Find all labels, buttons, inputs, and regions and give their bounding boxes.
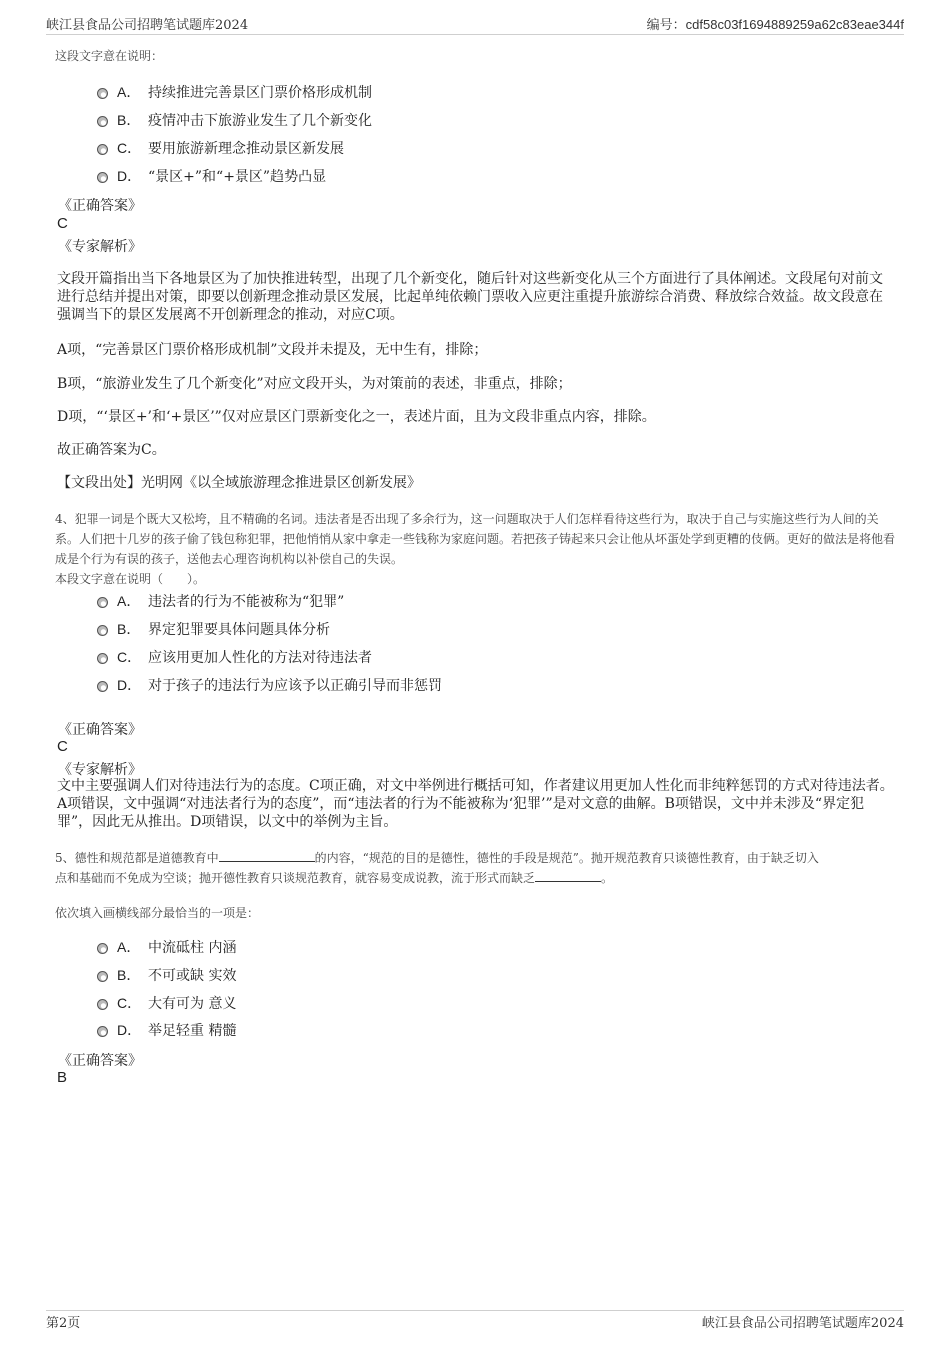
option-text: 对于孩子的违法行为应该予以正确引导而非惩罚 (148, 678, 442, 694)
option-text: 中流砥柱 内涵 (148, 940, 237, 956)
q5-answer: B (57, 1069, 68, 1086)
q4-analysis-label: 《专家解析》 (58, 762, 142, 778)
q3-analysis-d: D项，“‘景区+’和‘+景区’”仅对应景区门票新变化之一，表述片面，且为文段非重点内容，排除。 (57, 409, 656, 425)
q5-stem-part1: 5、德性和规范都是道德教育中 (55, 851, 219, 865)
page-number: 第2页 (46, 1316, 81, 1331)
option-letter: C． (117, 649, 142, 665)
q4-stem: 4、犯罪一词是个既大又松垮，且不精确的名词。违法者是否出现了多余行为，这一问题取决于人们怎样看待这些行为，取决于自己与实施这些行为人间的关系。人们把十几岁的孩子偷了钱包称犯罪，把他悄悄从家中拿走一些钱称为家庭问题。若把孩子铸起来只会让他从坏蛋处学到更糟的伎俩。更好的做法是将他看成是个行为有误的孩子，送他去心理咨询机构以补偿自己的失误。 (55, 512, 896, 566)
page-header (46, 14, 904, 34)
option-letter: A． (117, 593, 141, 609)
page-footer (46, 1312, 904, 1332)
option-text: 不可或缺 实效 (148, 968, 237, 984)
option-text: “景区+”和“+景区”趋势凸显 (148, 169, 327, 185)
option-text: 疫情冲击下旅游业发生了几个新变化 (148, 113, 372, 129)
radio-icon[interactable] (97, 999, 108, 1010)
radio-icon[interactable] (97, 172, 108, 183)
radio-icon[interactable] (97, 625, 108, 636)
option-letter: D． (117, 1022, 142, 1038)
radio-icon[interactable] (97, 971, 108, 982)
header-code: 编号：cdf58c03f1694889259a62c83eae344f (646, 17, 904, 32)
footer-divider (46, 1310, 904, 1311)
q5-stem (55, 848, 897, 888)
option-letter: B． (117, 112, 141, 128)
footer-title: 峡江县食品公司招聘笔试题库2024 (701, 1316, 904, 1331)
option-letter: C． (117, 995, 142, 1011)
q5-stem-part4: 。 (601, 871, 614, 885)
q4-answer: C (57, 738, 68, 755)
radio-icon[interactable] (97, 88, 108, 99)
q3-stem-tail: 这段文字意在说明： (55, 49, 164, 63)
q3-analysis-b: B项，“旅游业发生了几个新变化”对应文段开头，为对策前的表述，非重点，排除； (57, 376, 572, 392)
q5-blank-2 (535, 869, 601, 882)
option-letter: B． (117, 621, 141, 637)
q5-prompt: 依次填入画横线部分最恰当的一项是： (55, 906, 260, 920)
q3-analysis-paragraph: 文段开篇指出当下各地景区为了加快推进转型，出现了几个新变化，随后针对这些新变化从三个方面进行了具体阐述。文段尾句对前文进行总结并提出对策，即要以创新理念推动景区发展，比起单纯依赖门票收入应更注重提升旅游综合消费、释放综合效益。故文段意在强调当下的景区发展离不开创新理念的推动，对应C项。 (57, 271, 883, 323)
option-letter: B． (117, 967, 141, 983)
q4-answer-label: 《正确答案》 (58, 722, 142, 738)
option-text: 违法者的行为不能被称为“犯罪” (148, 594, 345, 610)
radio-icon[interactable] (97, 653, 108, 664)
q3-analysis-a: A项，“完善景区门票价格形成机制”文段并未提及，无中生有，排除； (57, 342, 488, 358)
option-text: 持续推进完善景区门票价格形成机制 (148, 85, 372, 101)
option-letter: D． (117, 168, 142, 184)
option-text: 举足轻重 精髓 (148, 1023, 237, 1039)
q4-prompt: 本段文字意在说明（ ）。 (55, 572, 206, 586)
radio-icon[interactable] (97, 1026, 108, 1037)
radio-icon[interactable] (97, 597, 108, 608)
q3-answer-label: 《正确答案》 (58, 198, 142, 214)
option-letter: A． (117, 939, 141, 955)
option-text: 要用旅游新理念推动景区新发展 (148, 141, 344, 157)
option-text: 应该用更加人性化的方法对待违法者 (148, 650, 372, 666)
radio-icon[interactable] (97, 116, 108, 127)
q5-answer-label: 《正确答案》 (58, 1053, 142, 1069)
q4-analysis: 文中主要强调人们对待违法行为的态度。C项正确，对文中举例进行概括可知，作者建议用更加人性化而非纯粹惩罚的方式对待违法者。A项错误，文中强调“对违法者行为的态度”，而“违法者的行为不能被称为‘犯罪’”是对文意的曲解。B项错误，文中并未涉及“界定犯罪”，因此无从推出。D项错误，以文中的举例为主旨。 (57, 778, 894, 830)
option-text: 界定犯罪要具体问题具体分析 (148, 622, 330, 638)
q3-answer: C (57, 215, 68, 232)
q5-stem-part2: 的内容，“规范的目的是德性，德性的手段是规范”。抛开规范教育只谈德性教育，由于缺乏切入 (314, 851, 819, 865)
radio-icon[interactable] (97, 681, 108, 692)
q3-conclusion: 故正确答案为C。 (57, 442, 166, 458)
option-letter: C． (117, 140, 142, 156)
option-letter: D． (117, 677, 142, 693)
radio-icon[interactable] (97, 943, 108, 954)
q5-blank-1 (219, 849, 315, 862)
q3-source: 【文段出处】光明网《以全域旅游理念推进景区创新发展》 (57, 475, 421, 491)
q3-analysis-label: 《专家解析》 (58, 239, 142, 255)
option-letter: A． (117, 84, 141, 100)
q5-stem-part3: 点和基础而不免成为空谈；抛开德性教育只谈规范教育，就容易变成说教，流于形式而缺乏 (55, 871, 536, 885)
header-title: 峡江县食品公司招聘笔试题库2024 (46, 18, 249, 33)
option-text: 大有可为 意义 (148, 996, 237, 1012)
header-divider (46, 34, 904, 35)
radio-icon[interactable] (97, 144, 108, 155)
